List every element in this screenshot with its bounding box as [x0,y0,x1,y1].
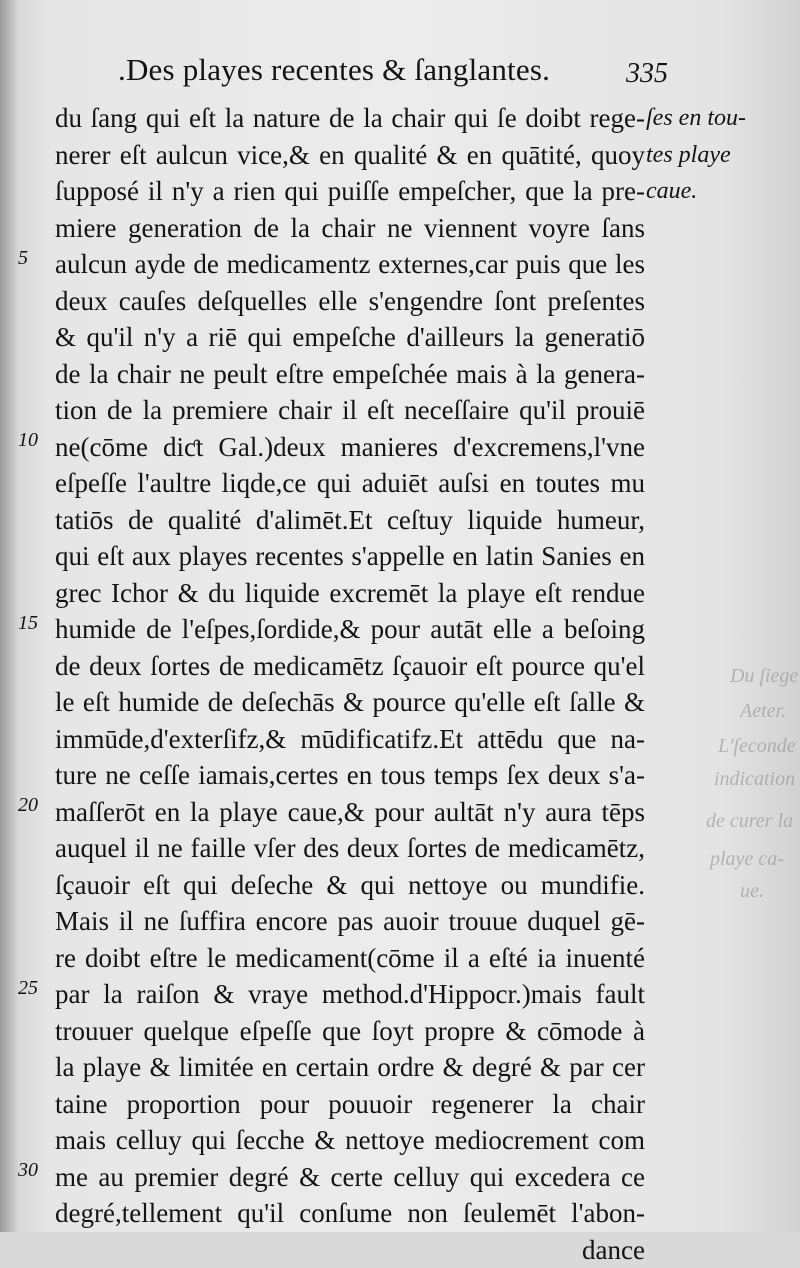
text-line: nerer eſt aulcun vice,& en qualité & en quātité, quoy [55,137,645,174]
text-line: ture ne ceſſe iamais,certes en tous temps ſex deux s'a- [55,757,645,794]
running-title: .Des playes recentes & ſanglantes. [118,52,550,88]
text-line: qui eſt aux playes recentes s'appelle en latin Sanies en [55,538,645,575]
bleed-line: Aeter. [740,700,786,723]
text-line: trouuer quelque eſpeſſe que ſoyt propre & cōmode à [55,1013,645,1050]
text-line: la playe & limitée en certain ordre & degré & par cer [55,1049,645,1086]
bleed-line: Du ſiege [730,665,798,688]
text-line: tion de la premiere chair il eſt neceſſaire qu'il prouiē [55,392,645,429]
bleed-line: L'ſeconde [718,735,796,758]
text-line: le eſt humide de deſechās & pource qu'elle eſt ſalle & [55,684,645,721]
marginal-note-line: ſes en tou- [646,100,796,137]
marginal-note-line: caue. [646,173,796,210]
marginal-note [646,100,796,210]
line-number: 20 [18,794,38,817]
text-line: degré,tellement qu'il conſume non ſeulemēt l'abon- [55,1195,645,1232]
line-number: 10 [18,429,38,452]
page-gutter-shadow [0,0,18,1232]
text-line: Mais il ne ſuffira encore pas auoir trouue duquel gē- [55,903,645,940]
text-line: re doibt eſtre le medicament(cōme il a eſté ia inuenté [55,940,645,977]
text-line: immūde,d'exterſifz,& mūdificatifz.Et attēdu que na- [55,721,645,758]
text-line: miere generation de la chair ne viennent voyre ſans [55,210,645,247]
line-number: 15 [18,612,38,635]
text-line: du ſang qui eſt la nature de la chair qui ſe doibt rege- [55,100,645,137]
text-line: humide de l'eſpes,ſordide,& pour autāt elle a beſoing [55,611,645,648]
bleed-line: playe ca- [710,848,784,871]
marginal-note-line: tes playe [646,137,796,174]
text-line: mais celluy qui ſecche & nettoye mediocrement com [55,1122,645,1159]
text-line: aulcun ayde de medicamentz externes,car puis que les [55,246,645,283]
line-number: 30 [18,1159,38,1182]
catchword: dance [55,1232,645,1268]
text-line: ſupposé il n'y a rien qui puiſſe empeſcher, que la pre- [55,173,645,210]
bleed-line: indication [714,768,795,791]
text-line: grec Ichor & du liquide excremēt la playe eſt rendue [55,575,645,612]
text-line: taine proportion pour pouuoir regenerer la chair [55,1086,645,1123]
text-line: tatiōs de qualité d'alimēt.Et ceſtuy liquide humeur, [55,502,645,539]
line-number: 25 [18,977,38,1000]
page-number: 335 [626,58,668,90]
text-line: & qu'il n'y a riē qui empeſche d'ailleurs la generatiō [55,319,645,356]
text-line: de deux ſortes de medicamētz ſçauoir eſt pource qu'el [55,648,645,685]
text-line: par la raiſon & vraye method.d'Hippocr.)mais fault [55,976,645,1013]
line-number: 5 [18,247,28,270]
text-line: ſçauoir eſt qui deſeche & qui nettoye ou mundifie. [55,867,645,904]
text-line: ne(cōme diƈt Gal.)deux manieres d'excremens,l'vne [55,429,645,466]
bleed-line: ue. [740,880,764,903]
body-text [55,100,645,1268]
bleed-through-text [640,560,800,1120]
page-header [118,52,698,96]
bleed-line: de curer la [706,810,793,833]
text-line: de la chair ne peult eſtre empeſchée mais à la genera- [55,356,645,393]
text-line: maſſerōt en la playe caue,& pour aultāt n'y aura tēps [55,794,645,831]
text-line: auquel il ne faille vſer des deux ſortes de medicamētz, [55,830,645,867]
text-line: eſpeſſe l'aultre liqde,ce qui aduiēt auſsi en toutes mu [55,465,645,502]
text-line: deux cauſes deſquelles elle s'engendre ſont preſentes [55,283,645,320]
text-line: me au premier degré & certe celluy qui excedera ce [55,1159,645,1196]
